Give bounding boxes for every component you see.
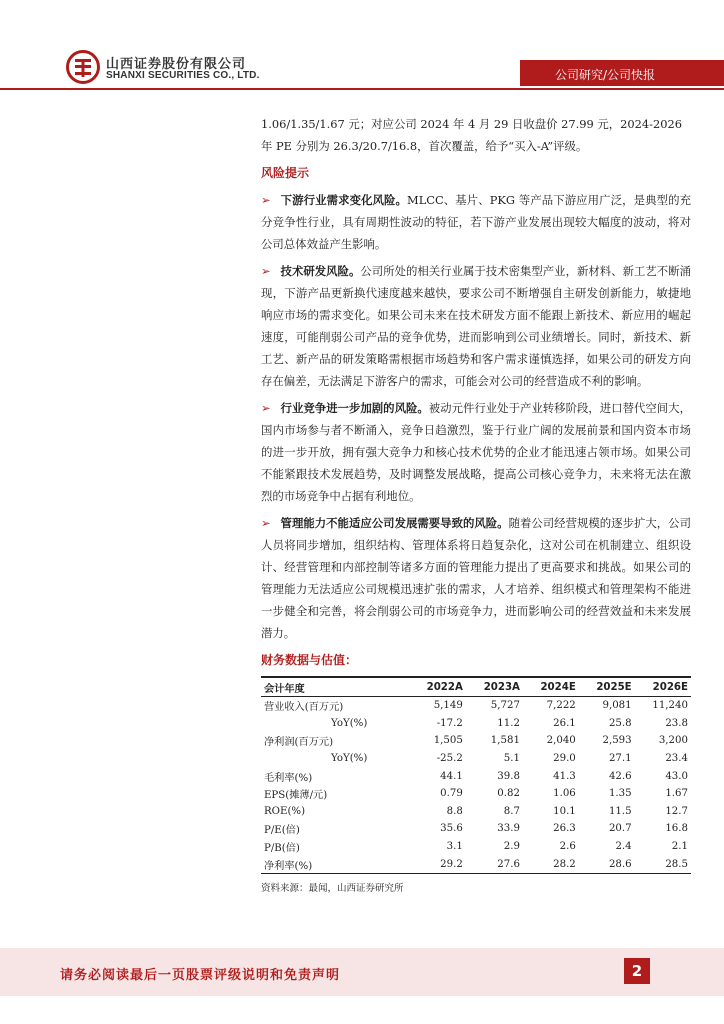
risk-item-text: 被动元件行业处于产业转移阶段，进口替代空间大，国内市场参与者不断涌入，竞争日趋激烈，鉴于行业广阔的发展前景和国内资本市场的进一步开放，拥有强大竞争力和核心技术优势的企业才能迅速占领市场。如果公司不能紧跟技术发展趋势，及时调整发展战略，提高公司核心竞争力，未来将无法在激烈的市场竞争中占据有利地位。 [261,401,691,503]
table-cell: 2.6 [559,841,576,853]
table-cell: 7,222 [546,700,576,712]
risk-item [261,397,691,507]
table-row [261,855,691,873]
table-cell: 1.35 [608,788,632,800]
table-cell: 39.8 [497,770,520,782]
table-row [261,838,691,856]
risk-item-text: 随着公司经营规模的逐步扩大，公司人员将同步增加，组织结构、管理体系将日趋复杂化，这对公司在机制建立、组织设计、经营管理和内部控制等诸多方面的管理能力提出了更高要求和挑战。如果公司的管理能力无法适应公司规模迅速扩张的需求，人才培养、组织模式和管理架构不能进一步健全和完善，将会削弱公司的市场竞争力，进而影响公司的经营效益和未来发展潜力。 [261,516,691,640]
financial-table [261,676,691,874]
table-cell: 41.3 [553,770,576,782]
risk-section-title: 风险提示 [261,166,310,180]
table-cell: 9,081 [602,700,632,712]
table-cell: 16.8 [665,823,688,835]
table-row [261,820,691,838]
table-row [261,803,691,821]
row-label: 营业收入(百万元) [264,702,344,714]
company-name-en: SHANXI SECURITIES CO., LTD. [106,70,260,81]
table-row [261,750,691,768]
table-row [261,785,691,803]
column-header: 2023A [466,677,523,697]
row-label: YoY(%) [331,753,368,765]
table-cell: 12.7 [665,805,688,817]
risk-item-heading: 管理能力不能适应公司发展需要导致的风险。 [280,516,509,530]
table-cell: 29.0 [553,753,576,765]
arrow-bullet-icon: ➢ [261,401,271,415]
table-cell: 2.1 [671,841,688,853]
table-cell: 8.8 [446,805,463,817]
risk-item [261,189,691,255]
table-cell: 43.0 [665,770,688,782]
table-cell: 11,240 [652,700,688,712]
arrow-bullet-icon: ➢ [261,516,271,530]
row-label: ROE(%) [264,805,306,817]
row-label: P/B(倍) [264,843,300,855]
table-cell: 2.9 [503,841,520,853]
intro-line-1: 1.06/1.35/1.67 元；对应公司 2024 年 4 月 29 日收盘价 27.99 元，2024-2026 [261,117,682,131]
table-cell: 3,200 [658,735,688,747]
table-cell: -25.2 [436,753,463,765]
row-label: P/E(倍) [264,825,300,837]
finance-section-title: 财务数据与估值： [261,653,358,667]
table-cell: 1.67 [665,788,688,800]
table-cell: 27.1 [608,753,632,765]
column-header: 会计年度 [261,677,409,697]
table-cell: 20.7 [608,823,632,835]
risk-item-heading: 行业竞争进一步加剧的风险。 [280,401,429,415]
page-header [0,0,724,92]
table-row [261,715,691,733]
table-cell: 35.6 [440,823,463,835]
row-label: YoY(%) [331,717,368,729]
disclaimer-notice: 请务必阅读最后一页股票评级说明和免责声明 [60,968,341,983]
table-cell: 5.1 [503,753,520,765]
row-label: 毛利率(%) [264,772,313,784]
table-cell: 28.5 [635,855,691,873]
table-cell: 27.6 [466,855,523,873]
page-number: 2 [631,962,643,980]
table-cell: 44.1 [440,770,463,782]
table-cell: 2,593 [602,735,632,747]
table-cell: 29.2 [409,855,466,873]
table-cell: 42.6 [608,770,632,782]
table-cell: 28.2 [523,855,579,873]
table-row [261,732,691,750]
column-header: 2025E [579,677,635,697]
arrow-bullet-icon: ➢ [261,193,271,207]
risk-item-heading: 下游行业需求变化风险。 [280,193,408,207]
table-cell: 3.1 [446,841,463,853]
table-cell: 1,581 [490,735,520,747]
header-divider [0,88,724,90]
table-cell: 1,505 [433,735,463,747]
table-cell: 0.79 [440,788,463,800]
table-cell: 2.4 [615,841,632,853]
arrow-bullet-icon: ➢ [261,264,271,278]
table-row [261,767,691,785]
data-source-note: 资料来源：最闻，山西证券研究所 [261,882,404,894]
table-cell: 8.7 [503,805,520,817]
table-cell: 23.8 [665,717,688,729]
risk-item-text: MLCC、基片、PKG 等产品下游应用广泛，是典型的充分竞争性行业，具有周期性波动的特征，若下游产业发展出现较大幅度的波动，将对公司总体效益产生影响。 [261,193,691,251]
table-cell: 33.9 [497,823,520,835]
table-cell: 5,149 [433,700,463,712]
table-cell: 11.2 [497,717,520,729]
company-logo-icon [66,50,100,84]
table-cell: 26.1 [553,717,576,729]
table-header-row [261,677,691,697]
row-label: 净利率(%) [261,855,409,873]
company-name-cn: 山西证券股份有限公司 [106,57,247,72]
table-cell: 25.8 [608,717,632,729]
risk-item [261,260,691,392]
table-cell: 28.6 [579,855,635,873]
column-header: 2024E [523,677,579,697]
intro-line-2: 年 PE 分别为 26.3/20.7/16.8，首次覆盖，给予“买入-A”评级。 [261,139,588,153]
table-cell: 26.3 [553,823,576,835]
table-cell: 1.06 [553,788,576,800]
table-cell: 0.82 [497,788,520,800]
intro-paragraph [261,113,691,157]
main-content [261,113,691,894]
risk-item-text: 公司所处的相关行业属于技术密集型产业，新材料、新工艺不断涌现，下游产品更新换代速度越来越快，要求公司不断增强自主研发创新能力，敏捷地响应市场的需求变化。如果公司未来在技术研发方面不能跟上新技术、新应用的崛起速度，可能削弱公司产品的竞争优势，进而影响到公司业绩增长。同时，新技术、新工艺、新产品的研发策略需根据市场趋势和客户需求谨慎选择，如果公司的研发方向存在偏差，无法满足下游客户的需求，可能会对公司的经营造成不利的影响。 [261,264,691,388]
table-cell: 23.4 [665,753,688,765]
risk-item [261,512,691,644]
table-cell: 11.5 [608,805,632,817]
table-cell: 5,727 [490,700,520,712]
table-cell: -17.2 [436,717,463,729]
row-label: EPS(摊薄/元) [264,790,328,802]
column-header: 2026E [635,677,691,697]
table-cell: 10.1 [553,805,576,817]
column-header: 2022A [409,677,466,697]
risk-item-heading: 技术研发风险。 [280,264,361,278]
table-row [261,697,691,715]
report-type-label: 公司研究/公司快报 [555,68,656,82]
table-cell: 2,040 [546,735,576,747]
row-label: 净利润(百万元) [264,737,334,749]
